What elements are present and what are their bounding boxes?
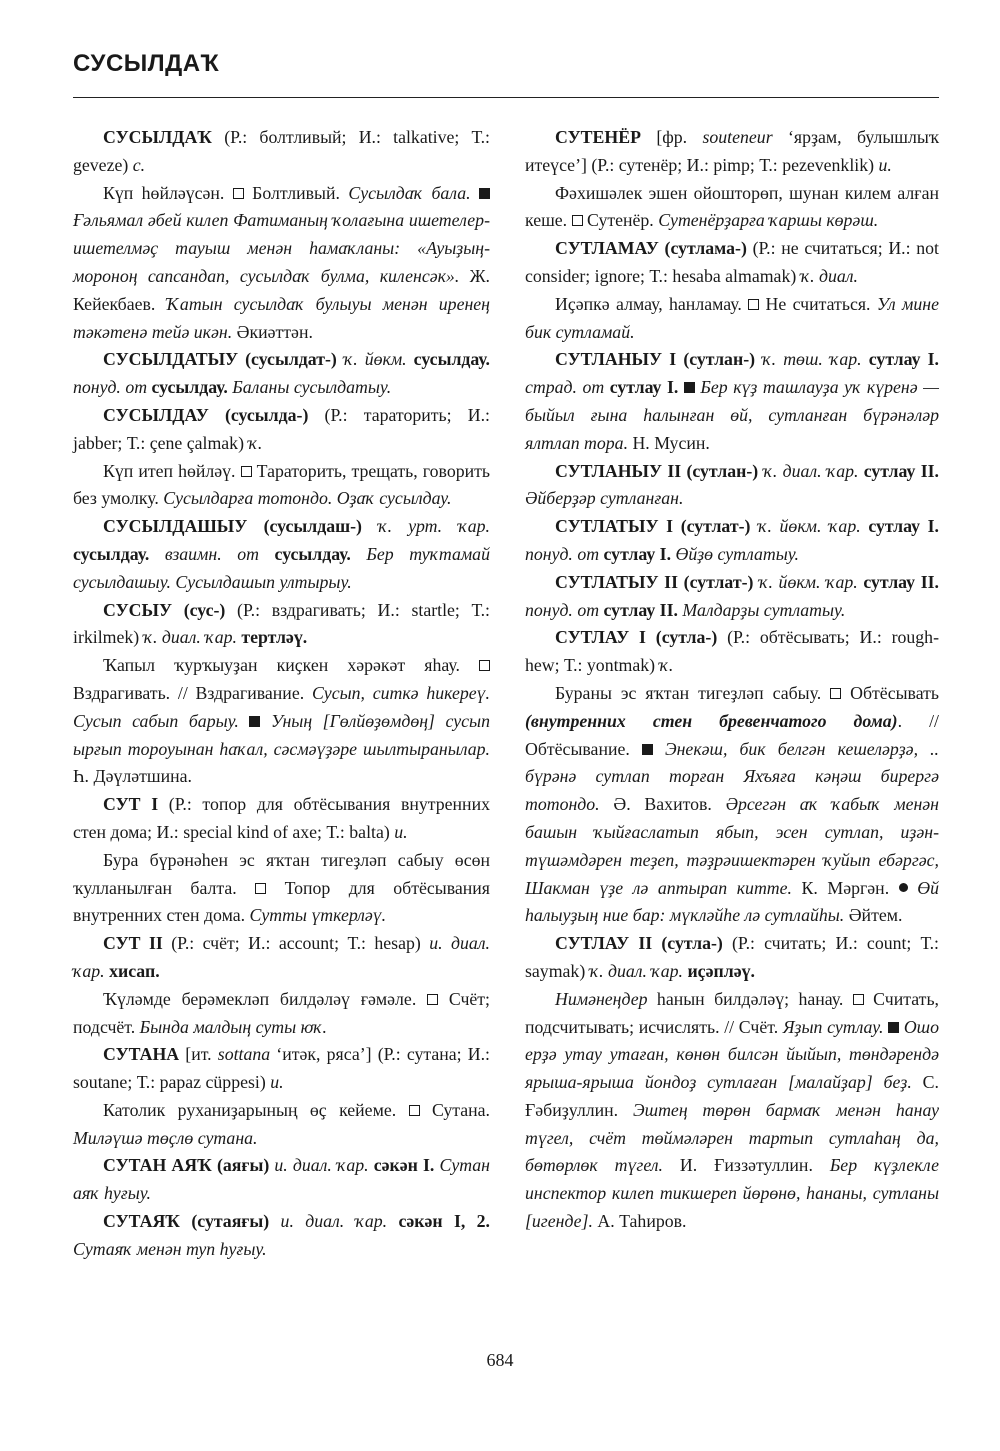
page-number: 684	[486, 1350, 514, 1370]
white-square-icon	[427, 994, 438, 1005]
header-rule	[73, 97, 939, 98]
black-square-icon	[642, 744, 653, 755]
dictionary-paragraph: СУТАНА [ит. sottana ‘итәк, ряса’] (Р.: сутана; И.: soutane; Т.: papaz cüppesi) и.	[73, 1044, 490, 1093]
dictionary-paragraph: СУСЫЛДАТЫУ (сусылдат-) ҡ. йөкм. сусылдау. понуд. от сусылдау. Баланы сусылдатыу.	[73, 349, 490, 398]
dictionary-paragraph: СУТЛАНЫУ I (сутлан-) ҡ. төш. ҡар. сутлау I. страд. от сутлау I. Бер күҙ ташлауҙа уҡ күренә — быйыл ғына һалынған өй, сутланған бүрәнәләр ялтлап тора. Н. Мусин.	[525, 349, 939, 453]
dictionary-paragraph: СУСЫЛДАҠ (Р.: болтливый; И.: talkative; Т.: geveze) с.	[73, 127, 490, 175]
white-square-icon	[241, 466, 252, 477]
dictionary-paragraph: СУТЛАТЫУ II (сутлат-) ҡ. йөкм. ҡар. сутлау II. понуд. от сутлау II. Малдарҙы сутлатыу.	[525, 571, 939, 620]
dictionary-paragraph: Фәхишәлек эшен ойошторөп, шунан килем алған кеше. Сутенёр. Сутенёрҙарға ҡаршы көрәш.	[525, 182, 939, 231]
left-column	[73, 124, 490, 1264]
dictionary-paragraph: Католик руханиҙарының өҫ кейеме. Сутана. Миләүшә төҫлө сутана.	[73, 1099, 490, 1148]
white-square-icon	[479, 660, 490, 671]
white-square-icon	[853, 994, 864, 1005]
dictionary-paragraph: СУТЛАУ I (сутла-) (Р.: обтёсывать; И.: rough-hew; Т.: yontmak) ҡ.	[525, 627, 939, 676]
dictionary-paragraph: СУТ I (Р.: топор для обтёсывания внутренних стен дома; И.: special kind of axe; Т.: balta) и.	[73, 794, 490, 842]
dictionary-paragraph: СУТАН АЯҠ (аяғы) и. диал. ҡар. сәкән I. Сутан аяҡ һуғыу.	[73, 1155, 490, 1204]
dictionary-paragraph: СУТАЯҠ (сутаяғы) и. диал. ҡар. сәкән I, 2. Сутаяҡ менән туп һуғыу.	[73, 1211, 490, 1259]
black-square-icon	[479, 188, 490, 199]
white-square-icon	[255, 883, 266, 894]
dictionary-paragraph: Иҫәпкә алмау, һанламау. Не считаться. Ул мине бик сутламай.	[525, 293, 940, 342]
right-column	[525, 124, 939, 1236]
bullet-icon	[899, 883, 908, 892]
dictionary-paragraph: Бура бүрәнәһен эс яҡтан тигеҙләп сабыу өсөн ҡулланылған балта. Топор для обтёсывания внутренних стен дома. Сутты үткерләү.	[73, 849, 490, 926]
dictionary-paragraph: СУТЛАМАУ (сутлама-) (Р.: не считаться; И.: not consider; ignore; Т.: hesaba almamak) ҡ. диал.	[525, 238, 939, 286]
white-square-icon	[572, 215, 583, 226]
dictionary-paragraph: Күп һөйләүсән. Болтливый. Сусылдаҡ бала. Ғәльямал әбей килеп Фатиманың ҡолағына ишетелер-ишетелмәҫ тауыш менән һамаҡланы: «Ауыҙың-мороноң сапсандап, сусылдаҡ булма, киленсәк». Ж. Кейекбаев. Ҡатын сусылдаҡ булыуы менән иренең тәкәтенә тейә икән. Әкиәттән.	[73, 182, 490, 342]
dictionary-paragraph: СУСЫУ (сус-) (Р.: вздрагивать; И.: startle; Т.: irkilmek) ҡ. диал. ҡар. тертләү.	[73, 599, 490, 648]
white-square-icon	[748, 299, 759, 310]
black-square-icon	[684, 382, 695, 393]
dictionary-paragraph: СУТЛАНЫУ II (сутлан-) ҡ. диал. ҡар. сутлау II. Әйберҙәр сутланған.	[525, 460, 939, 509]
dictionary-paragraph: Күп итеп һөйләү. Тараторить, трещать, говорить без умолку. Сусылдарға тотондо. Оҙаҡ сусылдау.	[73, 460, 490, 509]
dictionary-paragraph: Нимәнеңдер һанын билдәләү; һанау. Считать, подсчитывать; исчислять. // Счёт. Яҙып сутлау. Ошо ерҙә утау утаған, көнөн билсән йыйып, төндәрендә ярыша-ярыша йондоҙ сутлаған [малайҙар] беҙ. С. Ғәбиҙуллин. Эштең төрөн бармаҡ менән һанау түгел, счёт төймәләрен тартып сутлаһаң да, бөтөрлөк түгел. И. Ғиззәтуллин. Бер күҙлекле инспектор килеп тикшереп йөрөнө, һананы, сутланы [игенде]. А. Таһиров.	[525, 988, 939, 1232]
white-square-icon	[233, 188, 244, 199]
dictionary-paragraph: СУСЫЛДАУ (сусылда-) (Р.: тараторить; И.: jabber; Т.: çene çalmak) ҡ.	[73, 404, 490, 453]
black-square-icon	[249, 716, 260, 727]
black-square-icon	[888, 1022, 899, 1033]
dictionary-paragraph: СУТЕНЁР [фр. souteneur ‘ярҙам, булышлыҡ итеүсе’] (Р.: сутенёр; И.: pimp; Т.: pezevenklik) и.	[525, 127, 939, 175]
dictionary-paragraph: Бураны эс яҡтан тигеҙләп сабыу. Обтёсывать (внутренних стен бревенчатого дома). // Обтёсывание. Энекәш, бик белгән кешеләрҙә, .. бүрәнә сутлап торған Яхъяға кәңәш бирергә тотондо. Ә. Вахитов. Әрсегән аҡ ҡабыҡ менән башын ҡыйғаслатып ябып, эсен сутлап, иҙән-түшәмдәрен теҙеп, тәҙрәишектәрен ҡуйып ебәргәс, Шакман үҙе лә аптырап китте. К. Мәргән. Өй һалыуҙың ние бар: мүкләйһе лә сутлайһы. Әйтем.	[525, 682, 940, 926]
dictionary-paragraph: СУТЛАУ II (сутла-) (Р.: считать; И.: count; Т.: saymak) ҡ. диал. ҡар. иҫәпләү.	[525, 933, 939, 981]
dictionary-paragraph: СУТ II (Р.: счёт; И.: account; Т.: hesap) и. диал. ҡар. хисап.	[73, 933, 490, 981]
dictionary-paragraph: Ҡүләмде берәмекләп билдәләү ғәмәле. Счёт; подсчёт. Бында малдың суты юҡ.	[73, 988, 490, 1037]
white-square-icon	[830, 688, 841, 699]
running-head: СУСЫЛДАҠ	[73, 50, 220, 77]
white-square-icon	[409, 1105, 420, 1116]
dictionary-paragraph: Ҡапыл ҡурҡыуҙан киҫкен хәрәкәт яһау. Вздрагивать. // Вздрагивание. Сусып, ситкә һикереү. Сусып сабып барыу. Уның [Гөлйөҙөмдөң] сусып ырғып тороуынан һаҡал, сәсмәүҙәре шылтыранылар. Һ. Дәүләтшина.	[73, 655, 490, 787]
dictionary-paragraph: СУСЫЛДАШЫУ (сусылдаш-) ҡ. урт. ҡар. сусылдау. взаимн. от сусылдау. Бер туҡтамай сусылдашыу. Сусылдашып ултырыу.	[73, 516, 490, 592]
dictionary-paragraph: СУТЛАТЫУ I (сутлат-) ҡ. йөкм. ҡар. сутлау I. понуд. от сутлау I. Өйҙө сутлатыу.	[525, 516, 939, 564]
